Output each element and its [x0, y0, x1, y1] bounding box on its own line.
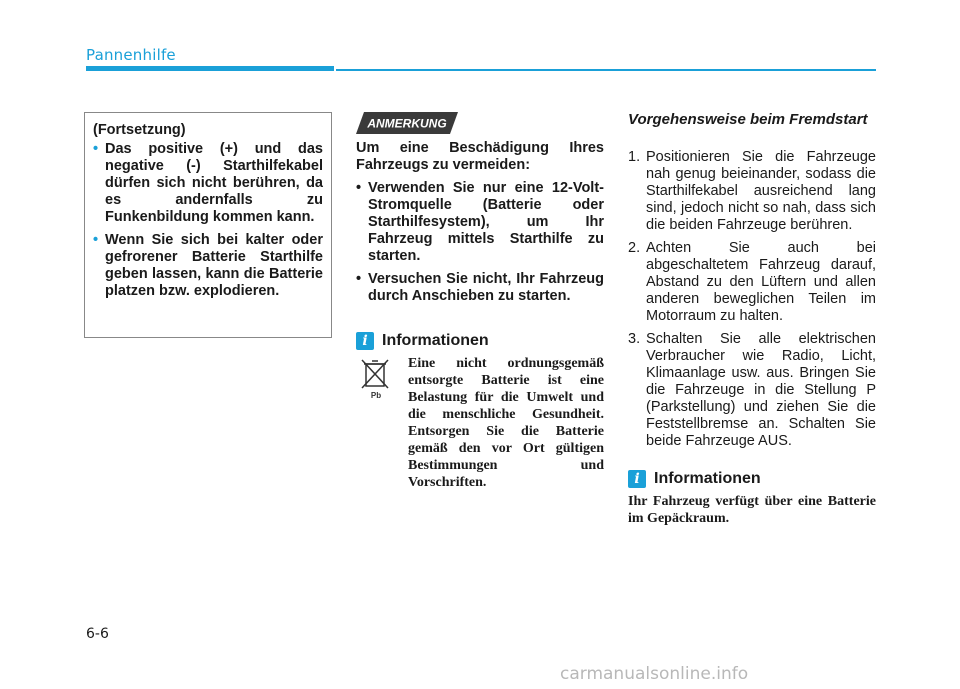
step-text: Schalten Sie alle elektrischen Verbraucher wie Radio, Licht, Klimaanlage usw. aus. Bringen Sie die Fahrzeuge in die Stellung P (Parkstellung) und ziehen Sie die Feststellbremse an. Schalten Sie beide Fahrzeuge AUS. [646, 331, 876, 449]
step-text: Positionieren Sie die Fahrzeuge nah genug beieinander, sodass die Starthilfekabel ausreichend lang sind, jedoch nicht so nah, dass sich die beiden Fahrzeuge berühren. [646, 149, 876, 233]
caution-item: • Das positive (+) und das negative (-) Starthilfekabel dürfen sich nicht berühren, da es andernfalls zu Funkenbildung kommen kann. [93, 141, 323, 226]
step-number: 2. [628, 240, 641, 256]
continued-label: (Fortsetzung) [93, 122, 186, 138]
info-text-2: Ihr Fahrzeug verfügt über eine Batterie im Gepäckraum. [628, 494, 876, 526]
note-body [356, 140, 604, 311]
info-title: Informationen [382, 332, 489, 349]
note-intro: Um eine Beschädigung Ihres Fahrzeugs zu vermeiden: [356, 140, 604, 173]
procedure-step [628, 149, 876, 234]
caution-list [93, 141, 323, 300]
step-number: 1. [628, 149, 641, 165]
note-item: • Versuchen Sie nicht, Ihr Fahrzeug durch Anschieben zu starten. [356, 271, 604, 305]
watermark: carmanualsonline.info [560, 664, 749, 684]
note-item: • Verwenden Sie nur eine 12-Volt-Stromquelle (Batterie oder Starthilfesystem), um Ihr Fahrzeug mittels Starthilfe zu starten. [356, 180, 604, 265]
info-icon: i [628, 470, 646, 488]
header-rule-thin [336, 69, 876, 71]
procedure-step [628, 331, 876, 450]
caution-item: • Wenn Sie sich bei kalter oder gefrorener Batterie Starthilfe geben lassen, kann die Batterie platzen bzw. explodieren. [93, 232, 323, 300]
procedure-step [628, 240, 876, 325]
section-title: Pannenhilfe [86, 46, 176, 64]
caution-box [84, 112, 332, 338]
recycle-label: Pb [370, 391, 382, 400]
header-rule-thick [86, 66, 334, 71]
battery-disposal-icon [356, 356, 396, 400]
info-heading-2 [628, 470, 761, 488]
note-badge-shape [356, 112, 458, 134]
info-text-1: Eine nicht ordnungsgemäß entsorgte Batterie ist eine Belastung für die Umwelt und die menschliche Gesundheit. Entsorgen Sie die Batterie gemäß den vor Ort gültigen Bestimmungen und Vorschriften. [408, 356, 604, 490]
info-heading-1 [356, 332, 489, 350]
page-number: 6-6 [86, 626, 109, 642]
procedure-title: Vorgehensweise beim Fremdstart [628, 111, 868, 128]
info-icon: i [356, 332, 374, 350]
note-badge [356, 112, 458, 134]
procedure-steps [628, 149, 876, 456]
step-text: Achten Sie auch bei abgeschaltetem Fahrzeug darauf, Abstand zu den Lüftern und allen anderen beweglichen Teilen im Motorraum zu halten. [646, 240, 876, 324]
info-title: Informationen [654, 470, 761, 487]
note-badge-label: ANMERKUNG [367, 116, 447, 131]
step-number: 3. [628, 331, 641, 347]
note-list [356, 180, 604, 305]
